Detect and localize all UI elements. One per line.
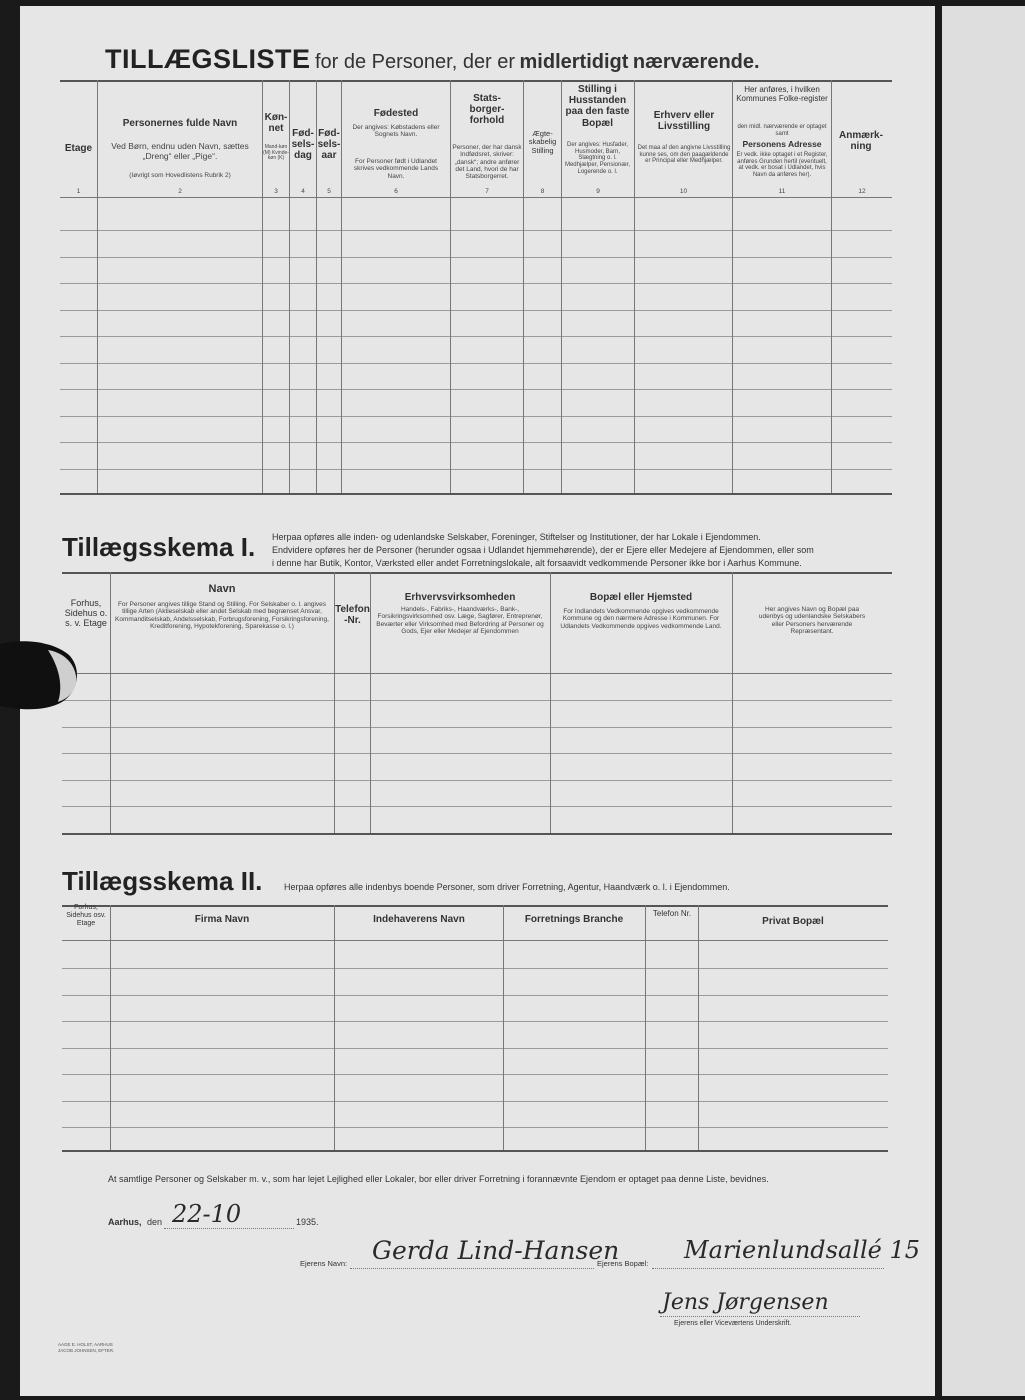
owner-address-label: Ejerens Bopæl: <box>597 1259 649 1268</box>
col-birthplace-head: Fødested <box>373 108 419 119</box>
date-line <box>164 1228 294 1229</box>
owner-address-line <box>652 1268 884 1269</box>
ruled-row-line <box>62 995 888 996</box>
den-label: den <box>147 1217 163 1227</box>
col-8-num: 8 <box>540 188 545 195</box>
s1-col-name-head: Navn <box>208 583 236 595</box>
s1-col-phone: Telefon-Nr. <box>335 604 370 627</box>
col-name-sub2: (Iøvrigt som Hovedlistens Rubrik 2) <box>129 172 231 179</box>
skema2-top-rule <box>62 905 888 907</box>
main-table-top-rule <box>60 80 892 82</box>
s1-col-representative: Her angives Navn og Bopæl paa udenbys og udenlandske Selskabers eller Personers herværende Repræsentant. <box>758 606 866 635</box>
skema1-intro-2: Endvidere opføres her de Personer (herunder ogsaa i Udlandet hjemmehørende), der er Ejere eller Medejere af Ejendommen, eller som <box>272 545 814 555</box>
col-name-sub: Ved Børn, endnu uden Navn, sættes „Dreng“ eller „Pige“. <box>111 141 249 161</box>
s1-col-name-sub: For Personer angives tillige Stand og Stilling. For Selskaber o. l. angives tillige Arten (Aktieselskab eller andet Selskab med begrænset Ansvar, Kommanditselskab, Andelsselskab, Forbrugsforening, Forsikringsforening, Kreditforening, Hypotekforening, Sparekasse o. l.) <box>115 601 329 630</box>
signature-value: Jens Jørgensen <box>662 1290 829 1315</box>
date-handwritten: 22-10 <box>172 1200 242 1228</box>
main-table-bottom-rule <box>60 493 892 495</box>
ruled-row-line <box>60 416 892 417</box>
col-name-head: Personernes fulde Navn <box>122 118 238 129</box>
col-address-pre: Her anføres, i hvilken Kommunes Folke-register <box>736 85 828 103</box>
col-divider <box>732 572 733 833</box>
ruled-row-line <box>62 1074 888 1075</box>
col-address-pre2: den midl. nærværende er optaget samt <box>737 124 827 137</box>
col-divider <box>550 572 551 833</box>
s2-col-firm: Firma Navn <box>194 914 250 925</box>
col-1-num: 1 <box>76 188 81 195</box>
col-6-num: 6 <box>394 188 398 195</box>
skema2-header-rule <box>62 940 888 941</box>
col-divider <box>110 905 111 1150</box>
skema1-top-rule <box>62 572 892 574</box>
col-divider <box>634 80 635 493</box>
skema1-header-rule <box>62 673 892 674</box>
col-divider <box>341 80 342 493</box>
ruled-row-line <box>62 968 888 969</box>
ruled-row-line <box>60 257 892 258</box>
s1-col-business-head: Erhvervsvirksomheden <box>404 592 516 603</box>
col-9-num: 9 <box>596 188 600 195</box>
signature-line <box>660 1316 860 1317</box>
ruled-row-line <box>60 310 892 311</box>
main-header-rule <box>60 197 892 198</box>
ruled-row-line <box>62 727 892 728</box>
col-birthplace-sub2: For Personer født i Udlandet skrives vedkommende Lands Navn. <box>353 158 439 180</box>
ruled-row-line <box>60 469 892 470</box>
col-address-sub: Er vedk. ikke optaget i et Register, anføres Grunden hertil (eventuelt, at vedk. er bosat i Udlandet, hvis Navn da anføres her). <box>736 152 828 179</box>
col-address-head: Personens Adresse <box>742 139 822 149</box>
year-label: 1935. <box>296 1217 319 1227</box>
col-divider <box>370 572 371 833</box>
s2-col-owner: Indehaverens Navn <box>373 914 465 925</box>
col-divider <box>262 80 263 493</box>
col-divider <box>110 572 111 833</box>
s1-col-residence-head: Bopæl eller Hjemsted <box>589 592 693 603</box>
title-rest-2: midlertidigt <box>519 51 629 73</box>
skema2-bottom-rule <box>62 1150 888 1152</box>
col-divider <box>503 905 504 1150</box>
ruled-row-line <box>60 442 892 443</box>
footer-statement: At samtlige Personer og Selskaber m. v., som har lejet Lejlighed eller Lokaler, bor eller driver Forretning i forannævnte Ejendom er optaget paa denne Liste, bevidnes. <box>108 1174 769 1184</box>
col-sex-head: Køn-net <box>264 112 288 135</box>
col-birthplace-sub: Der angives: Købstadens eller Sognets Navn. <box>352 124 440 139</box>
ruled-row-line <box>62 700 892 701</box>
col-divider <box>831 80 832 493</box>
s2-col-branch: Forretnings Branche <box>524 914 624 925</box>
col-birthday-head: Fød-sels-dag <box>291 128 315 162</box>
col-5-num: 5 <box>327 188 331 195</box>
col-divider <box>698 905 699 1150</box>
col-citizenship-sub: Personer, der har dansk Indfødsret, skriver: „dansk“; andre anfører det Land, hvori de har Statsborgerret. <box>452 144 522 181</box>
skema2-intro: Herpaa opføres alle indenbys boende Personer, som driver Forretning, Agentur, Haandværk o. l. i Ejendommen. <box>284 882 730 892</box>
skema1-intro-1: Herpaa opføres alle inden- og udenlandske Selskaber, Foreninger, Stiftelser og Institutioner, der har Lokale i Ejendommen. <box>272 532 761 542</box>
printer-mark: AAGE E. HOLST, AARHUS JACOB JOHNSEN, EFTER. <box>58 1342 115 1353</box>
signature-label: Ejerens eller Viceværtens Underskrift. <box>674 1320 792 1327</box>
title-rest-3: nærværende. <box>632 51 760 73</box>
col-occupation-head: Erhverv eller Livsstilling <box>653 110 715 133</box>
s1-col-business-sub: Handels-, Fabriks-, Haandværks-, Bank-, Forsikringsvirksomhed osv. Læge, Sagfører, Entreprenør, Beværter eller Virksomhed med Befordring af Personer og Gods, Ejer eller Medejer af Ejendommen <box>376 606 544 635</box>
adjacent-page <box>942 6 1025 1396</box>
owner-name-label: Ejerens Navn: <box>300 1259 348 1268</box>
col-remark-head: Anmærk-ning <box>839 130 883 153</box>
ruled-row-line <box>62 1048 888 1049</box>
col-household-sub: Der angives: Husfader, Husmoder, Barn, Slægtning o. l. Medhjælper, Pensionær, Logerende o. l. <box>564 142 631 175</box>
col-3-num: 3 <box>274 188 278 195</box>
s2-col-phone: Telefon Nr. <box>652 909 692 918</box>
col-etage-head: Etage <box>64 143 93 154</box>
col-7-num: 7 <box>485 188 489 195</box>
title-bold: TILLÆGSLISTE <box>105 44 311 74</box>
ruled-row-line <box>60 336 892 337</box>
skema1-title: Tillægsskema I. <box>62 532 256 562</box>
ruled-row-line <box>62 1021 888 1022</box>
s2-col-private: Privat Bopæl <box>762 916 824 927</box>
form-page <box>20 6 935 1396</box>
col-divider <box>334 905 335 1150</box>
place-label: Aarhus, <box>108 1217 142 1227</box>
skema1-bottom-rule <box>62 833 892 835</box>
col-divider <box>450 80 451 493</box>
col-birthyear-head: Fød-sels-aar <box>317 128 341 162</box>
ruled-row-line <box>62 1101 888 1102</box>
s1-col-etage: Forhus, Sidehus o. s. v. Etage <box>64 598 108 629</box>
col-occupation-sub: Det maa af den angivne Livsstilling kunne ses, om den paagældende er Principal eller Medhjælper. <box>637 145 731 165</box>
col-4-num: 4 <box>301 188 305 195</box>
skema2-title: Tillægsskema II. <box>62 866 263 896</box>
col-household-head: Stilling i Husstanden paa den faste Bopæl <box>565 84 630 129</box>
thumb-shadow <box>0 636 100 716</box>
owner-address-value: Marienlundsallé 15 <box>684 1236 920 1264</box>
owner-name-value: Gerda Lind-Hansen <box>372 1236 620 1265</box>
col-11-num: 11 <box>778 188 786 195</box>
col-12-num: 12 <box>858 188 866 195</box>
ruled-row-line <box>62 780 892 781</box>
s1-col-residence-sub: For Indlandets Vedkommende opgives vedkommende Kommune og den nærmere Adresse i Kommunen. For Udlandets Vedkommende opgives vedkommende Land. <box>560 608 722 630</box>
col-2-num: 2 <box>178 188 182 195</box>
col-marital-head: Ægte-skabelig Stilling <box>528 129 557 155</box>
skema1-intro-3: i denne har Butik, Kontor, Værksted eller andet Forretningslokale, alt forsaavidt vedkommende Personer ikke bor i Aarhus Kommune. <box>272 558 802 568</box>
main-title <box>105 44 865 78</box>
col-divider <box>97 80 98 493</box>
ruled-row-line <box>60 230 892 231</box>
title-rest-1: for de Personer, der er <box>314 51 516 73</box>
col-divider <box>561 80 562 493</box>
owner-name-line <box>350 1268 594 1269</box>
ruled-row-line <box>62 753 892 754</box>
ruled-row-line <box>60 283 892 284</box>
ruled-row-line <box>60 363 892 364</box>
ruled-row-line <box>62 1127 888 1128</box>
col-citizenship-head: Stats-borger-forhold <box>469 93 505 127</box>
col-divider <box>645 905 646 1150</box>
col-sex-sub: Mand-køn (M) Kvinde-køn (K) <box>263 144 289 162</box>
col-10-num: 10 <box>679 188 688 195</box>
ruled-row-line <box>62 806 892 807</box>
s2-col-etage: Forhus, Sidehus osv. Etage <box>66 904 106 927</box>
ruled-row-line <box>60 389 892 390</box>
